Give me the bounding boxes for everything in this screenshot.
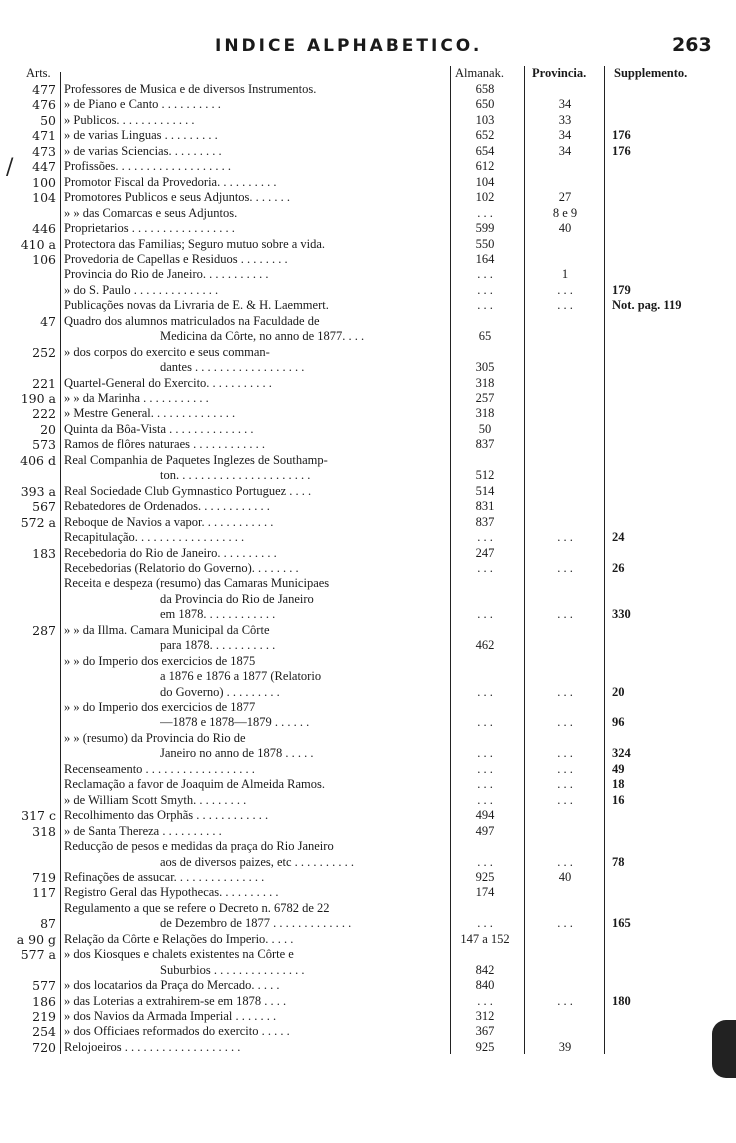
- entry-text: Reboque de Navios a vapor. . . . . . . . . . . .: [64, 514, 274, 529]
- entry-text: Recolhimento das Orphãs . . . . . . . . . . . .: [64, 808, 269, 823]
- table-row: [0, 221, 736, 236]
- entry-text: » de Santa Thereza . . . . . . . . . .: [64, 823, 222, 838]
- entry-text: —1878 e 1878—1879 . . . . . .: [160, 715, 310, 730]
- entry-text: » dos Navios da Armada Imperial . . . . . . .: [64, 1009, 277, 1023]
- provincia-page: 27: [558, 190, 572, 205]
- art-number: 104: [32, 190, 56, 206]
- art-number: 221: [32, 375, 56, 391]
- almanak-page: 837: [475, 514, 495, 529]
- almanak-page: . . .: [477, 777, 493, 792]
- ink-blot: [712, 1020, 736, 1078]
- entry-text: » » do Imperio dos exercicios de 1875: [64, 653, 256, 668]
- table-row: [0, 994, 736, 1009]
- table-row: [0, 267, 736, 282]
- almanak-page: 257: [475, 391, 495, 405]
- entry-text: em 1878. . . . . . . . . . . .: [160, 607, 276, 622]
- entry-text: » » da Marinha . . . . . . . . . . .: [64, 391, 209, 405]
- art-number: 719: [32, 869, 56, 885]
- almanak-page: 305: [475, 360, 495, 375]
- table-row: [0, 978, 736, 993]
- supplemento-page: 180: [612, 993, 631, 1008]
- supplemento-page: 24: [612, 530, 625, 545]
- provincia-page: 34: [558, 143, 572, 158]
- almanak-page: 840: [475, 978, 495, 993]
- provincia-page: 39: [558, 1039, 572, 1054]
- almanak-page: . . .: [477, 530, 493, 545]
- table-row: [0, 128, 736, 143]
- entry-text: Provedoria de Capellas e Residuos . . . . . . . .: [64, 251, 288, 266]
- almanak-page: 831: [475, 499, 495, 514]
- art-number: 446: [32, 221, 56, 237]
- table-row: [0, 345, 736, 360]
- art-number: 106: [32, 251, 56, 267]
- art-number: 567: [32, 499, 56, 515]
- art-number: 87: [40, 916, 56, 932]
- art-number: 117: [32, 885, 56, 901]
- almanak-page: . . .: [477, 282, 493, 297]
- table-row: [0, 499, 736, 514]
- provincia-page: 40: [558, 221, 572, 236]
- table-row: [0, 175, 736, 190]
- table-row: [0, 561, 736, 576]
- almanak-page: 102: [475, 190, 495, 205]
- almanak-page: . . .: [477, 761, 493, 776]
- table-row: [0, 963, 736, 978]
- table-row: [0, 159, 736, 174]
- almanak-page: . . .: [477, 715, 493, 730]
- entry-text: Reclamação a favor de Joaquim de Almeida Ramos.: [64, 777, 326, 792]
- table-row: [0, 932, 736, 947]
- table-row: [0, 824, 736, 839]
- almanak-page: 658: [475, 82, 495, 96]
- entry-text: Recapitulação. . . . . . . . . . . . . . . . . .: [64, 530, 245, 545]
- art-number: 577: [32, 978, 56, 994]
- table-row: [0, 793, 736, 808]
- art-number: 183: [32, 545, 56, 561]
- entry-text: Protectora das Familias; Seguro mutuo sobre a vida.: [64, 236, 326, 251]
- almanak-page: 50: [478, 421, 492, 436]
- entry-text: » dos Kiosques e chalets existentes na Côrte e: [64, 947, 294, 962]
- supplemento-page: 176: [612, 143, 631, 158]
- entry-text: Receita e despeza (resumo) das Camaras Municipaes: [64, 576, 330, 591]
- table-row: [0, 638, 736, 653]
- supplemento-page: 324: [612, 746, 631, 761]
- entry-text: Ramos de flôres naturaes . . . . . . . . . . . .: [64, 437, 266, 452]
- table-row: [0, 1040, 736, 1055]
- almanak-page: 612: [475, 159, 495, 174]
- almanak-page: 367: [475, 1024, 495, 1039]
- entry-text: Profissões. . . . . . . . . . . . . . . . . . .: [64, 159, 232, 174]
- entry-text: Relação da Côrte e Relações do Imperio. . . . .: [64, 931, 294, 946]
- almanak-page: 652: [475, 128, 495, 143]
- entry-text: para 1878. . . . . . . . . . .: [160, 638, 276, 653]
- almanak-page: 103: [475, 112, 495, 127]
- art-number: 287: [32, 622, 56, 638]
- almanak-page: . . .: [477, 792, 493, 807]
- provincia-page: . . .: [557, 993, 573, 1008]
- art-number: 20: [40, 421, 56, 437]
- table-row: [0, 916, 736, 931]
- almanak-page: . . .: [477, 607, 493, 622]
- table-row: [0, 113, 736, 128]
- table-row: [0, 576, 736, 591]
- art-number: 476: [32, 97, 56, 113]
- supplemento-page: 26: [612, 560, 625, 575]
- table-row: [0, 654, 736, 669]
- almanak-page: 318: [475, 375, 495, 390]
- provincia-page: . . .: [557, 282, 573, 297]
- provincia-page: . . .: [557, 777, 573, 792]
- almanak-page: . . .: [477, 560, 493, 575]
- entry-text: Regulamento a que se refere o Decreto n. 6782 de 22: [64, 900, 330, 915]
- table-row: [0, 298, 736, 313]
- entry-text: dantes . . . . . . . . . . . . . . . . . .: [160, 360, 305, 375]
- table-row: [0, 283, 736, 298]
- table-row: [0, 237, 736, 252]
- col-header-arts: Arts.: [26, 66, 51, 80]
- entry-text: » de Piano e Canto . . . . . . . . . .: [64, 97, 221, 112]
- table-row: [0, 669, 736, 684]
- table-row: [0, 190, 736, 205]
- table-row: [0, 839, 736, 854]
- provincia-page: . . .: [557, 792, 573, 807]
- provincia-page: . . .: [557, 854, 573, 869]
- table-row: [0, 360, 736, 375]
- art-number: 406 d: [20, 452, 56, 468]
- entry-text: Relojoeiros . . . . . . . . . . . . . . . . . . .: [64, 1039, 241, 1054]
- entry-text: » » do Imperio dos exercicios de 1877: [64, 700, 256, 714]
- almanak-page: 462: [475, 638, 495, 653]
- art-number: 100: [32, 174, 56, 190]
- table-row: [0, 82, 736, 97]
- almanak-page: 164: [475, 251, 495, 266]
- table-row: [0, 1024, 736, 1039]
- art-number: 410 a: [20, 236, 56, 252]
- provincia-page: . . .: [557, 761, 573, 776]
- supplemento-page: 165: [612, 916, 631, 931]
- table-row: [0, 484, 736, 499]
- table-row: [0, 685, 736, 700]
- entry-text: » dos corpos do exercito e seus comman-: [64, 344, 270, 359]
- almanak-page: 842: [475, 962, 495, 977]
- supplemento-page: 49: [612, 761, 625, 776]
- almanak-page: . . .: [477, 267, 493, 282]
- table-row: [0, 437, 736, 452]
- art-number: 477: [32, 82, 56, 97]
- entry-text: Professores de Musica e de diversos Instrumentos.: [64, 82, 317, 96]
- entry-text: ton. . . . . . . . . . . . . . . . . . . . . .: [160, 468, 311, 483]
- entry-text: a 1876 e 1876 a 1877 (Relatorio: [160, 669, 322, 684]
- entry-text: Medicina da Côrte, no anno de 1877. . . .: [160, 329, 365, 344]
- supplemento-page: 20: [612, 684, 625, 699]
- entry-text: Quadro dos alumnos matriculados na Faculdade de: [64, 313, 320, 328]
- entry-text: » Publicos. . . . . . . . . . . . .: [64, 112, 195, 127]
- provincia-page: 40: [558, 869, 572, 884]
- entry-text: Recebedorias (Relatorio do Governo). . . . . . . .: [64, 560, 299, 575]
- art-number: 252: [32, 344, 56, 360]
- entry-text: » de William Scott Smyth. . . . . . . . .: [64, 792, 247, 807]
- entry-text: Suburbios . . . . . . . . . . . . . . .: [160, 962, 305, 977]
- provincia-page: . . .: [557, 684, 573, 699]
- entry-text: » Mestre General. . . . . . . . . . . . . .: [64, 406, 236, 421]
- provincia-page: 1: [561, 267, 569, 282]
- provincia-page: 8 e 9: [552, 205, 578, 220]
- entry-text: Provincia do Rio de Janeiro. . . . . . . . . . .: [64, 267, 269, 282]
- table-row: [0, 623, 736, 638]
- entry-text: Registro Geral das Hypothecas. . . . . . . . . .: [64, 885, 279, 900]
- entry-text: Recenseamento . . . . . . . . . . . . . . . . . .: [64, 761, 255, 776]
- supplemento-page: 179: [612, 282, 631, 297]
- almanak-page: 312: [475, 1009, 495, 1023]
- table-row: [0, 1009, 736, 1024]
- table-row: [0, 252, 736, 267]
- table-row: [0, 592, 736, 607]
- almanak-page: 925: [475, 1039, 495, 1054]
- art-number: 222: [32, 406, 56, 422]
- art-number: 318: [32, 823, 56, 839]
- entry-text: Real Companhia de Paquetes Inglezes de Southamp-: [64, 452, 328, 467]
- almanak-page: 147 a 152: [460, 931, 510, 946]
- almanak-page: 550: [475, 236, 495, 251]
- almanak-page: 654: [475, 143, 495, 158]
- almanak-page: 497: [475, 823, 495, 838]
- supplemento-page: 16: [612, 792, 625, 807]
- entry-text: de Dezembro de 1877 . . . . . . . . . . . . .: [160, 916, 352, 931]
- provincia-page: . . .: [557, 916, 573, 931]
- supplemento-page: 330: [612, 607, 631, 622]
- art-number: a 90 g: [16, 931, 56, 947]
- almanak-page: . . .: [477, 854, 493, 869]
- almanak-page: 512: [475, 468, 495, 483]
- table-row: [0, 530, 736, 545]
- almanak-page: 925: [475, 869, 495, 884]
- table-row: [0, 607, 736, 622]
- table-row: [0, 406, 736, 421]
- table-row: [0, 855, 736, 870]
- almanak-page: 514: [475, 483, 495, 498]
- entry-text: Promotores Publicos e seus Adjuntos. . . . . . .: [64, 190, 291, 205]
- table-row: [0, 144, 736, 159]
- provincia-page: . . .: [557, 746, 573, 761]
- art-number: 50: [40, 112, 56, 128]
- supplemento-page: 96: [612, 715, 625, 730]
- provincia-page: . . .: [557, 560, 573, 575]
- table-row: [0, 515, 736, 530]
- almanak-page: 650: [475, 97, 495, 112]
- provincia-page: . . .: [557, 298, 573, 313]
- entry-text: » » das Comarcas e seus Adjuntos.: [64, 205, 238, 220]
- table-row: [0, 947, 736, 962]
- provincia-page: 33: [558, 112, 572, 127]
- table-row: [0, 206, 736, 221]
- almanak-page: . . .: [477, 684, 493, 699]
- table-row: [0, 97, 736, 112]
- supplemento-page: Not. pag. 119: [612, 298, 682, 313]
- page-header: [0, 32, 736, 62]
- supplemento-page: 78: [612, 854, 625, 869]
- entry-text: Quartel-General do Exercito. . . . . . . . . . .: [64, 375, 272, 390]
- entry-text: da Provincia do Rio de Janeiro: [160, 591, 314, 606]
- art-number: 577 a: [20, 947, 56, 963]
- entry-text: Refinações de assucar. . . . . . . . . . . . . . .: [64, 869, 265, 884]
- entry-text: Janeiro no anno de 1878 . . . . .: [160, 746, 314, 761]
- art-number: 572 a: [20, 514, 56, 530]
- col-header-supplemento: Supplemento.: [614, 66, 688, 80]
- table-row: [0, 808, 736, 823]
- almanak-page: 247: [475, 545, 495, 560]
- entry-text: » » (resumo) da Provincia do Rio de: [64, 730, 246, 745]
- provincia-page: 34: [558, 97, 572, 112]
- entry-text: Reducção de pesos e medidas da praça do Rio Janeiro: [64, 839, 334, 854]
- entry-text: Real Sociedade Club Gymnastico Portuguez . . . .: [64, 483, 312, 498]
- entry-text: » dos locatarios da Praça do Mercado. . . . .: [64, 978, 280, 993]
- table-row: [0, 731, 736, 746]
- supplemento-page: 18: [612, 777, 625, 792]
- table-row: [0, 777, 736, 792]
- table-row: [0, 391, 736, 406]
- table-row: [0, 546, 736, 561]
- entry-text: » das Loterias a extrahirem-se em 1878 . . . .: [64, 993, 287, 1008]
- table-row: [0, 715, 736, 730]
- provincia-page: . . .: [557, 607, 573, 622]
- almanak-page: 174: [475, 885, 495, 900]
- page-number: 263: [672, 34, 712, 56]
- almanak-page: . . .: [477, 298, 493, 313]
- entry-text: » de varias Sciencias. . . . . . . . .: [64, 143, 222, 158]
- page-title: INDICE ALPHABETICO.: [215, 36, 483, 56]
- table-row: [0, 422, 736, 437]
- art-number: 190 a: [20, 391, 56, 406]
- art-number: 254: [32, 1024, 56, 1040]
- art-number: 447: [32, 159, 56, 175]
- entry-text: Proprietarios . . . . . . . . . . . . . . . . .: [64, 221, 235, 236]
- table-row: [0, 314, 736, 329]
- table-row: [0, 468, 736, 483]
- table-row: [0, 700, 736, 715]
- almanak-page: . . .: [477, 916, 493, 931]
- col-header-almanak: Almanak.: [455, 66, 504, 80]
- almanak-page: 494: [475, 808, 495, 823]
- table-row: [0, 762, 736, 777]
- table-row: [0, 329, 736, 344]
- almanak-page: 837: [475, 437, 495, 452]
- entry-text: » dos Officiaes reformados do exercito . . . . .: [64, 1024, 290, 1039]
- entry-text: » » da Illma. Camara Municipal da Côrte: [64, 622, 270, 637]
- art-number: 47: [40, 313, 56, 329]
- entry-text: Recebedoria do Rio de Janeiro. . . . . . . . . .: [64, 545, 277, 560]
- art-number: 471: [32, 128, 56, 144]
- provincia-page: 34: [558, 128, 572, 143]
- entry-text: do Governo) . . . . . . . . .: [160, 684, 280, 699]
- entry-text: Publicações novas da Livraria de E. & H. Laemmert.: [64, 298, 329, 313]
- table-row: [0, 885, 736, 900]
- provincia-page: . . .: [557, 715, 573, 730]
- entry-text: aos de diversos paizes, etc . . . . . . . . . .: [160, 854, 355, 869]
- almanak-page: 318: [475, 406, 495, 421]
- almanak-page: 65: [478, 329, 492, 344]
- table-row: [0, 453, 736, 468]
- supplemento-page: 176: [612, 128, 631, 143]
- entry-text: Quinta da Bôa-Vista . . . . . . . . . . . . . .: [64, 421, 254, 436]
- entry-text: Promotor Fiscal da Provedoria. . . . . . . . . .: [64, 174, 277, 189]
- table-row: [0, 870, 736, 885]
- art-number: 393 a: [20, 483, 56, 499]
- almanak-page: . . .: [477, 205, 493, 220]
- art-number: 473: [32, 143, 56, 159]
- almanak-page: 104: [475, 174, 495, 189]
- col-header-provincia: Provincia.: [532, 66, 587, 80]
- table-row: [0, 376, 736, 391]
- provincia-page: . . .: [557, 530, 573, 545]
- table-row: [0, 901, 736, 916]
- art-number: 186: [32, 993, 56, 1009]
- margin-mark: /: [6, 155, 14, 180]
- almanak-page: 599: [475, 221, 495, 236]
- art-number: 317 c: [21, 808, 56, 824]
- almanak-page: . . .: [477, 993, 493, 1008]
- almanak-page: . . .: [477, 746, 493, 761]
- entry-text: Rebatedores de Ordenados. . . . . . . . . . . .: [64, 499, 270, 514]
- art-number: 720: [32, 1039, 56, 1055]
- art-number: 573: [32, 437, 56, 453]
- entry-text: » de varias Linguas . . . . . . . . .: [64, 128, 218, 143]
- entry-text: » do S. Paulo . . . . . . . . . . . . . .: [64, 282, 219, 297]
- art-number: 219: [32, 1009, 56, 1024]
- table-row: [0, 746, 736, 761]
